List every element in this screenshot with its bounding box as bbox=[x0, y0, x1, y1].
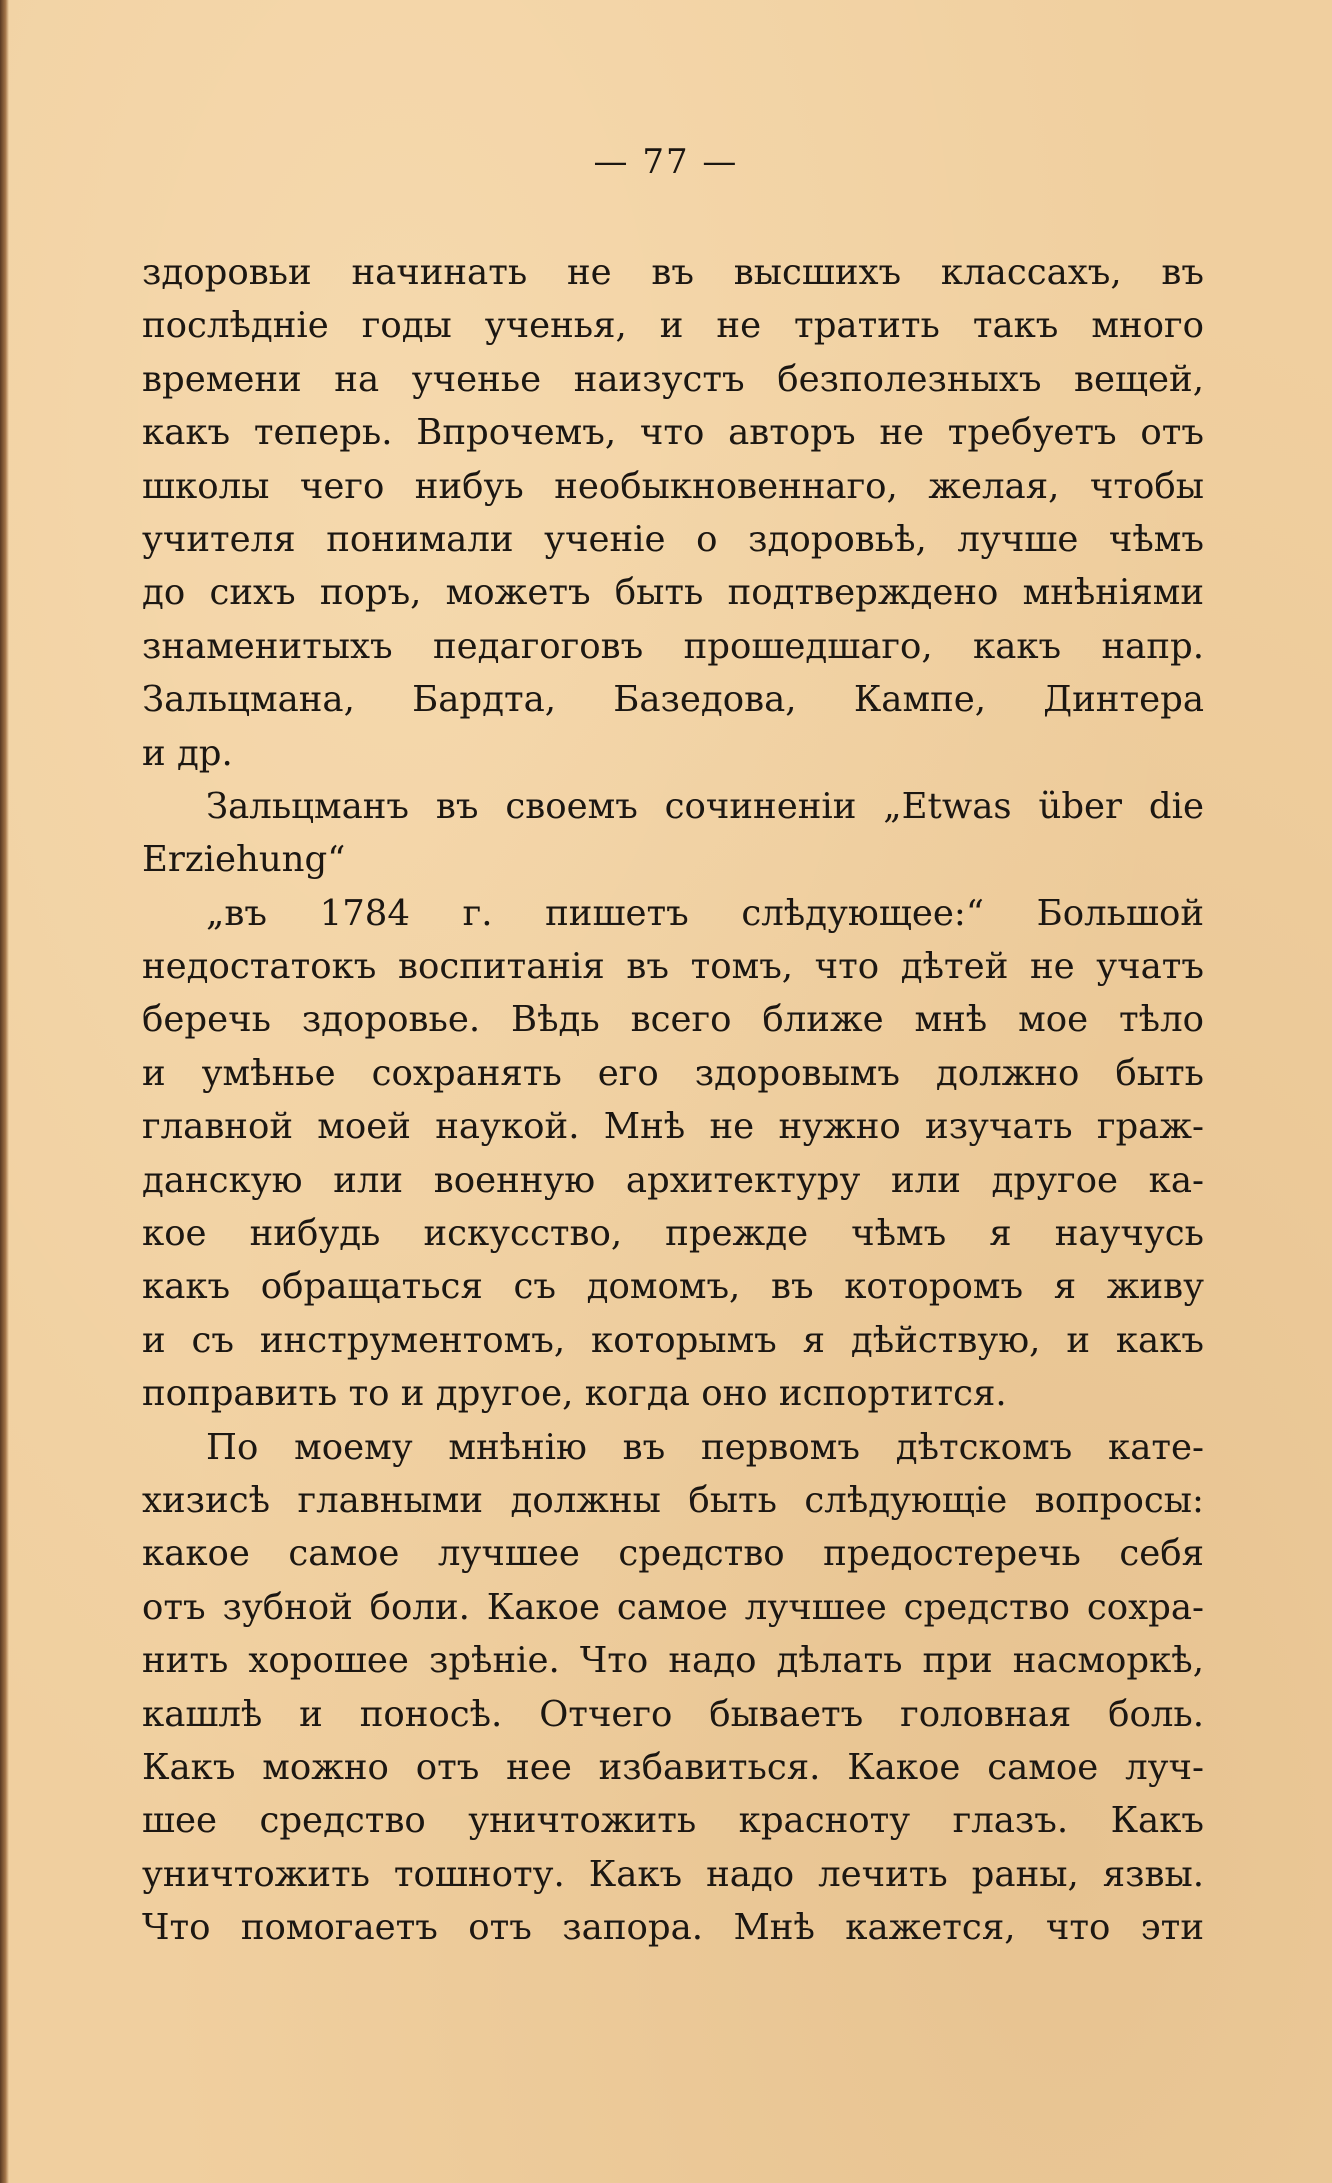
text-line: учителя понимали ученіе о здоровьѣ, лучше чѣмъ bbox=[142, 518, 1204, 560]
text-line: кое нибудь искусство, прежде чѣмъ я научусь bbox=[142, 1213, 1204, 1255]
text-line: Зальцмана, Бардта, Базедова, Кампе, Динтера bbox=[142, 679, 1204, 721]
text-line: какъ теперь. Впрочемъ, что авторъ не требуетъ отъ bbox=[142, 412, 1204, 454]
text-line: какъ обращаться съ домомъ, въ которомъ я живу bbox=[142, 1266, 1204, 1308]
text-line: Erziehung“ bbox=[142, 839, 346, 881]
text-line: По моему мнѣнію въ первомъ дѣтскомъ кате- bbox=[206, 1426, 1204, 1468]
body-text bbox=[142, 246, 1204, 1955]
text-line: какое самое лучшее средство предостеречь себя bbox=[142, 1533, 1204, 1575]
text-line: нить хорошее зрѣніе. Что надо дѣлать при насморкѣ, bbox=[142, 1640, 1204, 1682]
text-line: знаменитыхъ педагоговъ прошедшаго, какъ напр. bbox=[142, 625, 1204, 667]
text-line: уничтожить тошноту. Какъ надо лечить раны, язвы. bbox=[142, 1853, 1204, 1895]
text-line: послѣдніе годы ученья, и не тратить такъ много bbox=[142, 305, 1204, 347]
text-line: шее средство уничтожить красноту глазъ. Какъ bbox=[142, 1800, 1204, 1842]
text-line: хизисѣ главными должны быть слѣдующіе вопросы: bbox=[142, 1479, 1204, 1521]
text-line: Зальцманъ въ своемъ сочиненіи „Etwas über die bbox=[206, 785, 1204, 827]
text-line: Какъ можно отъ нее избавиться. Какое самое луч- bbox=[142, 1746, 1204, 1788]
page-binding-edge bbox=[0, 0, 9, 2183]
text-line: недостатокъ воспитанія въ томъ, что дѣтей не учатъ bbox=[142, 946, 1204, 988]
text-line: и съ инструментомъ, которымъ я дѣйствую, и какъ bbox=[142, 1319, 1204, 1361]
page-number: — 77 — bbox=[593, 142, 739, 182]
text-line: школы чего нибуь необыкновеннаго, желая, чтобы bbox=[142, 465, 1204, 507]
text-line: отъ зубной боли. Какое самое лучшее средство сохра- bbox=[142, 1586, 1204, 1628]
text-line: и умѣнье сохранять его здоровымъ должно быть bbox=[142, 1052, 1204, 1094]
text-line: беречь здоровье. Вѣдь всего ближе мнѣ мое тѣло bbox=[142, 999, 1204, 1041]
text-line: поправить то и другое, когда оно испортится. bbox=[142, 1373, 1007, 1415]
text-line: Что помогаетъ отъ запора. Мнѣ кажется, что эти bbox=[142, 1907, 1204, 1949]
text-line: данскую или военную архитектуру или другое ка- bbox=[142, 1159, 1204, 1201]
text-line: и др. bbox=[142, 732, 233, 774]
text-line: времени на ученье наизустъ безполезныхъ вещей, bbox=[142, 358, 1204, 400]
text-line: здоровьи начинать не въ высшихъ классахъ, въ bbox=[142, 252, 1204, 293]
text-line: главной моей наукой. Мнѣ не нужно изучать граж- bbox=[142, 1106, 1204, 1148]
text-line: кашлѣ и поносѣ. Отчего бываетъ головная боль. bbox=[142, 1693, 1204, 1735]
text-line: до сихъ поръ, можетъ быть подтверждено мнѣніями bbox=[142, 572, 1204, 614]
text-line: „въ 1784 г. пишетъ слѣдующее:“ Большой bbox=[206, 892, 1204, 934]
